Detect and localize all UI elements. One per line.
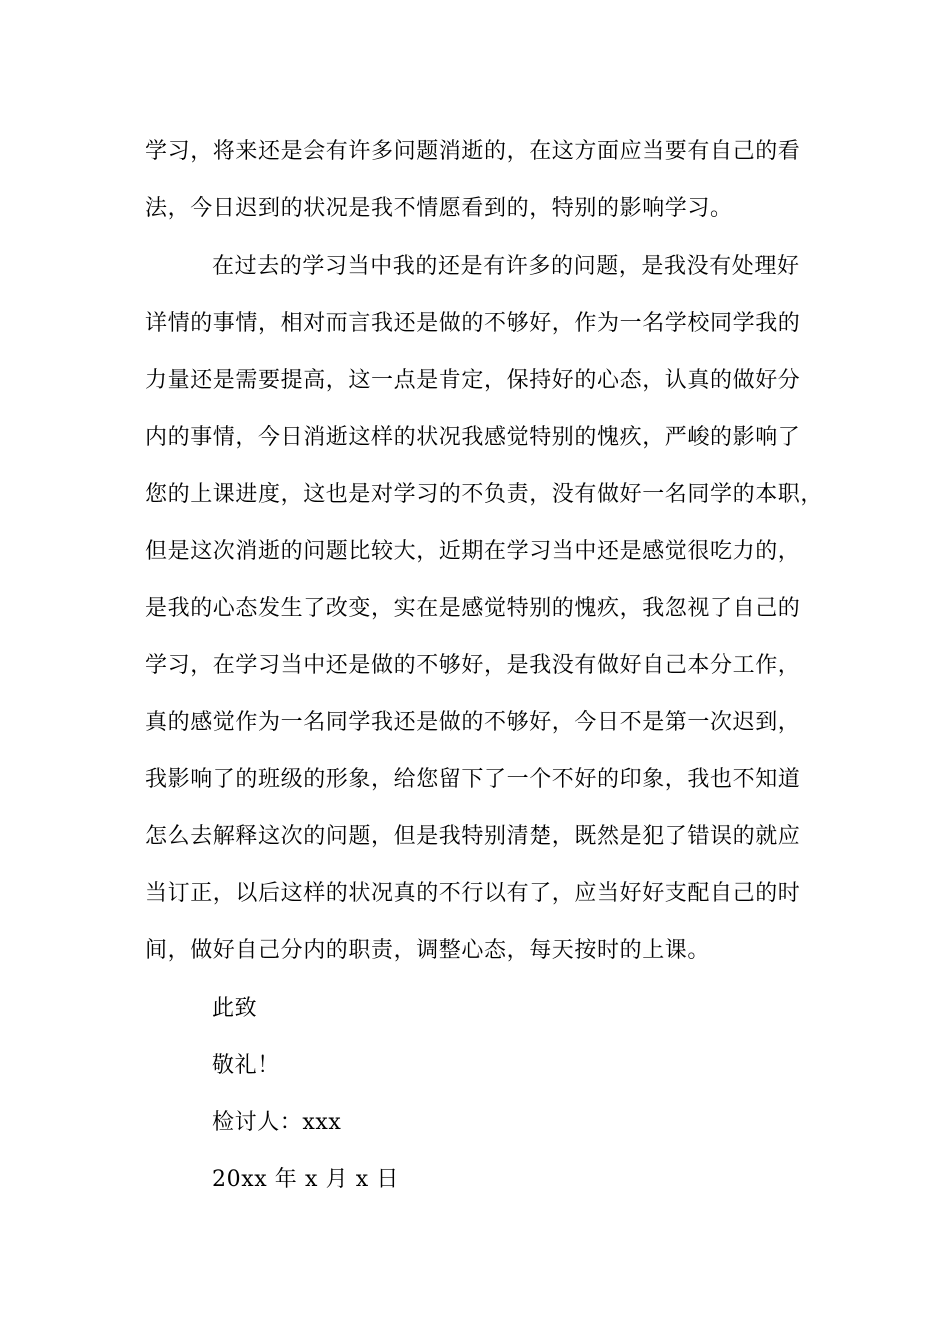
paragraph-first-line: 在过去的学习当中我的还是有许多的问题，是我没有处理好 bbox=[212, 254, 800, 279]
body-line: 我影响了的班级的形象，给您留下了一个不好的印象，我也不知道 bbox=[145, 767, 801, 792]
signer-line: 检讨人：xxx bbox=[212, 1110, 342, 1135]
body-line: 是我的心态发生了改变，实在是感觉特别的愧疚，我忽视了自己的 bbox=[145, 596, 801, 621]
body-line: 学习，在学习当中还是做的不够好，是我没有做好自己本分工作， bbox=[145, 653, 801, 678]
body-line: 力量还是需要提高，这一点是肯定，保持好的心态，认真的做好分 bbox=[145, 368, 801, 393]
date-line: 20xx 年 x 月 x 日 bbox=[212, 1167, 399, 1192]
body-line: 详情的事情，相对而言我还是做的不够好，作为一名学校同学我的 bbox=[145, 311, 801, 336]
closing-regards: 敬礼！ bbox=[212, 1053, 280, 1078]
body-line: 怎么去解释这次的问题，但是我特别清楚，既然是犯了错误的就应 bbox=[145, 824, 801, 849]
body-line: 您的上课进度，这也是对学习的不负责，没有做好一名同学的本职， bbox=[145, 482, 824, 507]
body-line: 真的感觉作为一名同学我还是做的不够好，今日不是第一次迟到， bbox=[145, 710, 801, 735]
closing-salutation: 此致 bbox=[212, 996, 258, 1021]
body-line: 内的事情，今日消逝这样的状况我感觉特别的愧疚，严峻的影响了 bbox=[145, 425, 801, 450]
body-line: 当订正，以后这样的状况真的不行以有了，应当好好支配自己的时 bbox=[145, 881, 801, 906]
body-line: 法，今日迟到的状况是我不情愿看到的，特别的影响学习。 bbox=[145, 196, 733, 221]
body-line: 学习，将来还是会有许多问题消逝的，在这方面应当要有自己的看 bbox=[145, 139, 801, 164]
body-line: 但是这次消逝的问题比较大，近期在学习当中还是感觉很吃力的， bbox=[145, 539, 801, 564]
body-line: 间，做好自己分内的职责，调整心态，每天按时的上课。 bbox=[145, 938, 711, 963]
